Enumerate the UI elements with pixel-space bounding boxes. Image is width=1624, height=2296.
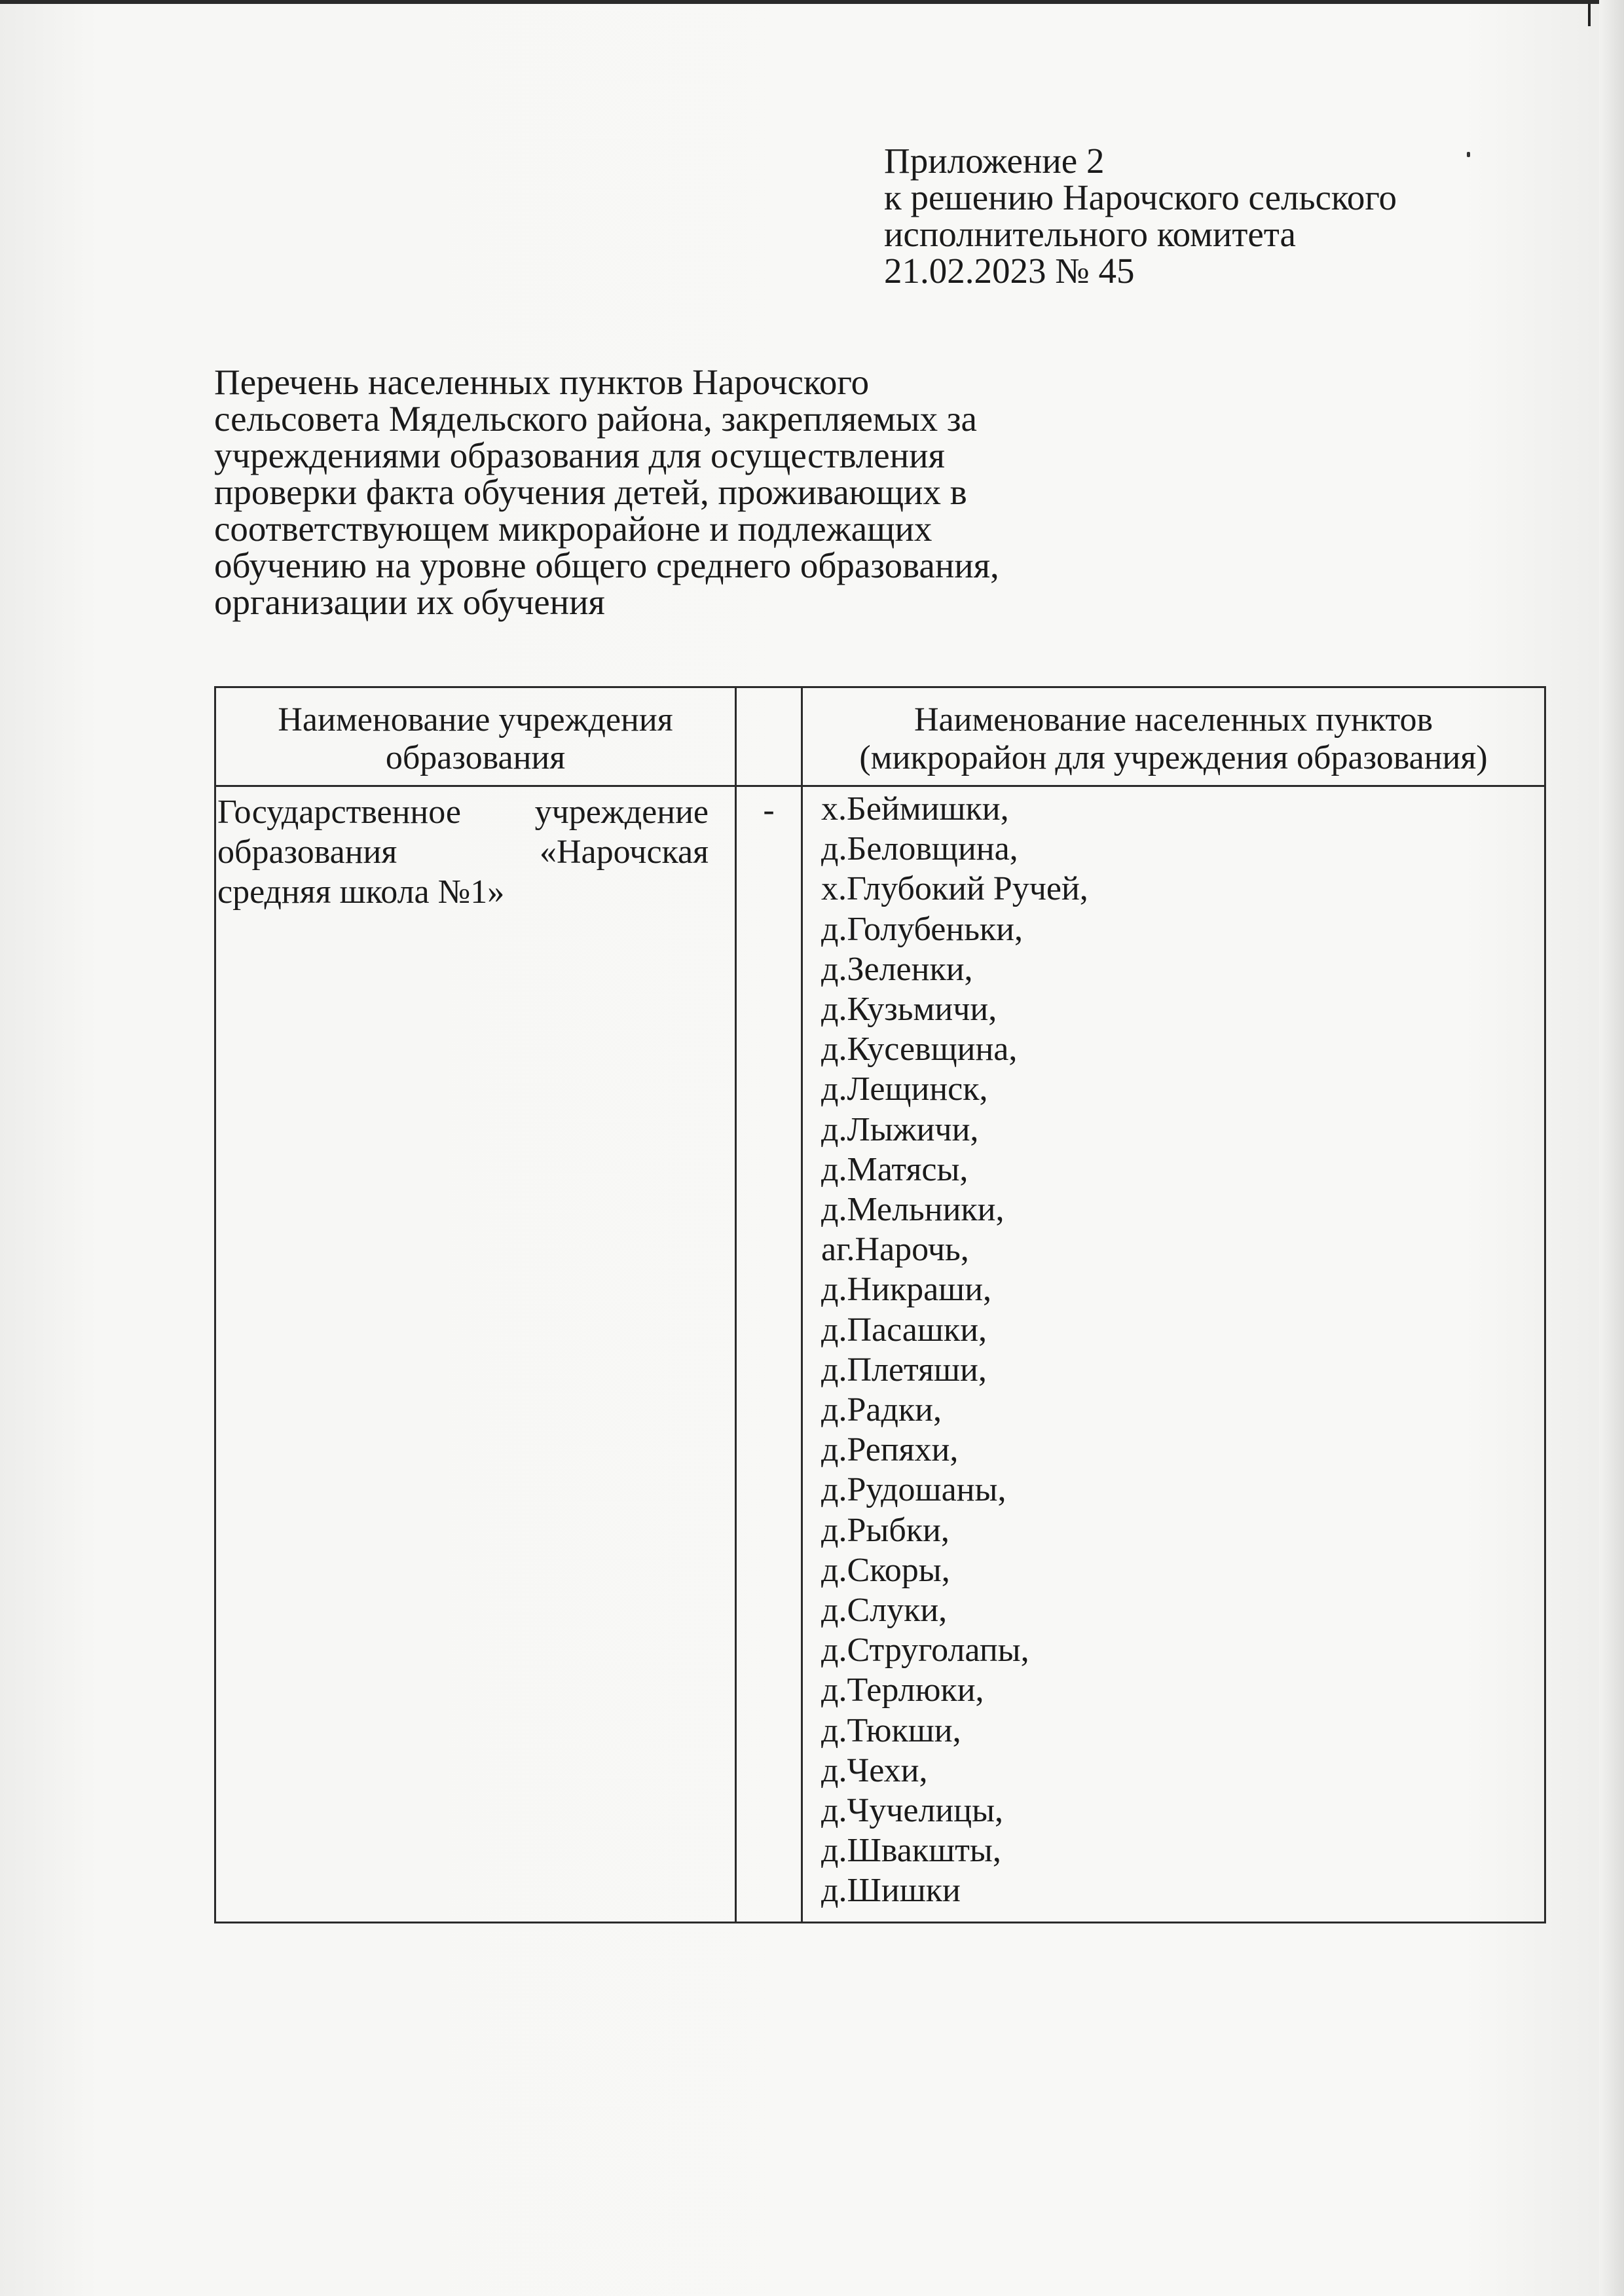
dash-cell: - — [736, 786, 802, 1923]
settlement-item: д.Рыбки, — [821, 1511, 950, 1549]
settlement-item: д.Плетяши, — [821, 1351, 987, 1389]
settlement-item: д.Беловщина, — [821, 830, 1018, 868]
settlement-item: д.Шишки — [821, 1872, 961, 1910]
institution-word: образования — [217, 833, 397, 871]
settlement-item: д.Голубеньки, — [821, 910, 1024, 948]
settlement-item: х.Глубокий Ручей, — [821, 870, 1088, 908]
header-institution — [215, 687, 736, 786]
settlement-item: д.Терлюки, — [821, 1671, 984, 1709]
settlement-item: д.Струголапы, — [821, 1631, 1029, 1669]
header-dash — [736, 687, 802, 786]
settlement-item: д.Скоры, — [821, 1551, 950, 1589]
places-list — [821, 789, 1544, 1911]
document-title — [214, 364, 1118, 621]
settlement-item: д.Кусевщина, — [821, 1030, 1018, 1068]
header-places — [802, 687, 1545, 786]
settlements-table — [214, 686, 1546, 1923]
institution-word: Государственное — [217, 793, 461, 831]
header-institution-line: образования — [385, 739, 566, 776]
institution-line — [217, 792, 709, 832]
header-institution-line: Наименование учреждения — [278, 701, 673, 738]
settlement-item: д.Кузьмичи, — [821, 991, 997, 1029]
appendix-line: Приложение 2 — [884, 141, 1105, 181]
settlement-item: д.Швакшты, — [821, 1832, 1001, 1870]
header-places-line: Наименование населенных пунктов — [913, 701, 1433, 738]
title-line: соответствующем микрорайоне и подлежащих — [214, 509, 932, 549]
scan-edge-right — [1599, 0, 1624, 2296]
settlement-item: д.Чучелицы, — [821, 1792, 1004, 1830]
settlement-item: д.Радки, — [821, 1391, 942, 1429]
institution-word: «Нарочская — [540, 833, 709, 871]
appendix-line: 21.02.2023 № 45 — [884, 251, 1135, 291]
title-line: сельсовета Мядельского района, закрепляемых за — [214, 399, 977, 439]
title-line: организации их обучения — [214, 582, 605, 622]
institution-cell — [215, 786, 736, 1923]
scan-speck — [1467, 152, 1470, 157]
settlement-item: д.Слуки, — [821, 1592, 948, 1630]
settlement-item: д.Чехи, — [821, 1751, 928, 1789]
settlement-item: д.Лыжичи, — [821, 1110, 979, 1148]
settlement-item: х.Беймишки, — [821, 790, 1009, 828]
title-line: Перечень населенных пунктов Нарочского — [214, 362, 870, 402]
table-row — [215, 786, 1545, 1923]
institution-line — [217, 832, 709, 872]
settlement-item: д.Мельники, — [821, 1191, 1005, 1229]
settlement-item: д.Никраши, — [821, 1271, 992, 1309]
header-places-line: (микрорайон для учреждения образования) — [859, 739, 1488, 776]
settlement-item: д.Зеленки, — [821, 950, 973, 988]
settlement-item: аг.Нарочь, — [821, 1231, 969, 1269]
scan-mark — [1588, 4, 1591, 26]
appendix-block — [884, 143, 1397, 289]
title-line: обучению на уровне общего среднего образования, — [214, 545, 999, 585]
title-line: проверки факта обучения детей, проживающих в — [214, 472, 967, 512]
places-cell — [802, 786, 1545, 1923]
settlement-item: д.Тюкши, — [821, 1711, 961, 1749]
table-header-row — [215, 687, 1545, 786]
settlement-item: д.Репяхи, — [821, 1431, 959, 1469]
scan-edge-top — [0, 0, 1624, 4]
settlement-item: д.Матясы, — [821, 1150, 969, 1188]
appendix-line: исполнительного комитета — [884, 214, 1296, 254]
institution-line: средняя школа №1» — [217, 873, 505, 911]
appendix-line: к решению Нарочского сельского — [884, 177, 1397, 217]
settlement-item: д.Пасашки, — [821, 1311, 987, 1349]
title-line: учреждениями образования для осуществления — [214, 435, 945, 475]
settlement-item: д.Рудошаны, — [821, 1471, 1006, 1509]
settlement-item: д.Лещинск, — [821, 1070, 988, 1108]
institution-word: учреждение — [534, 793, 709, 831]
